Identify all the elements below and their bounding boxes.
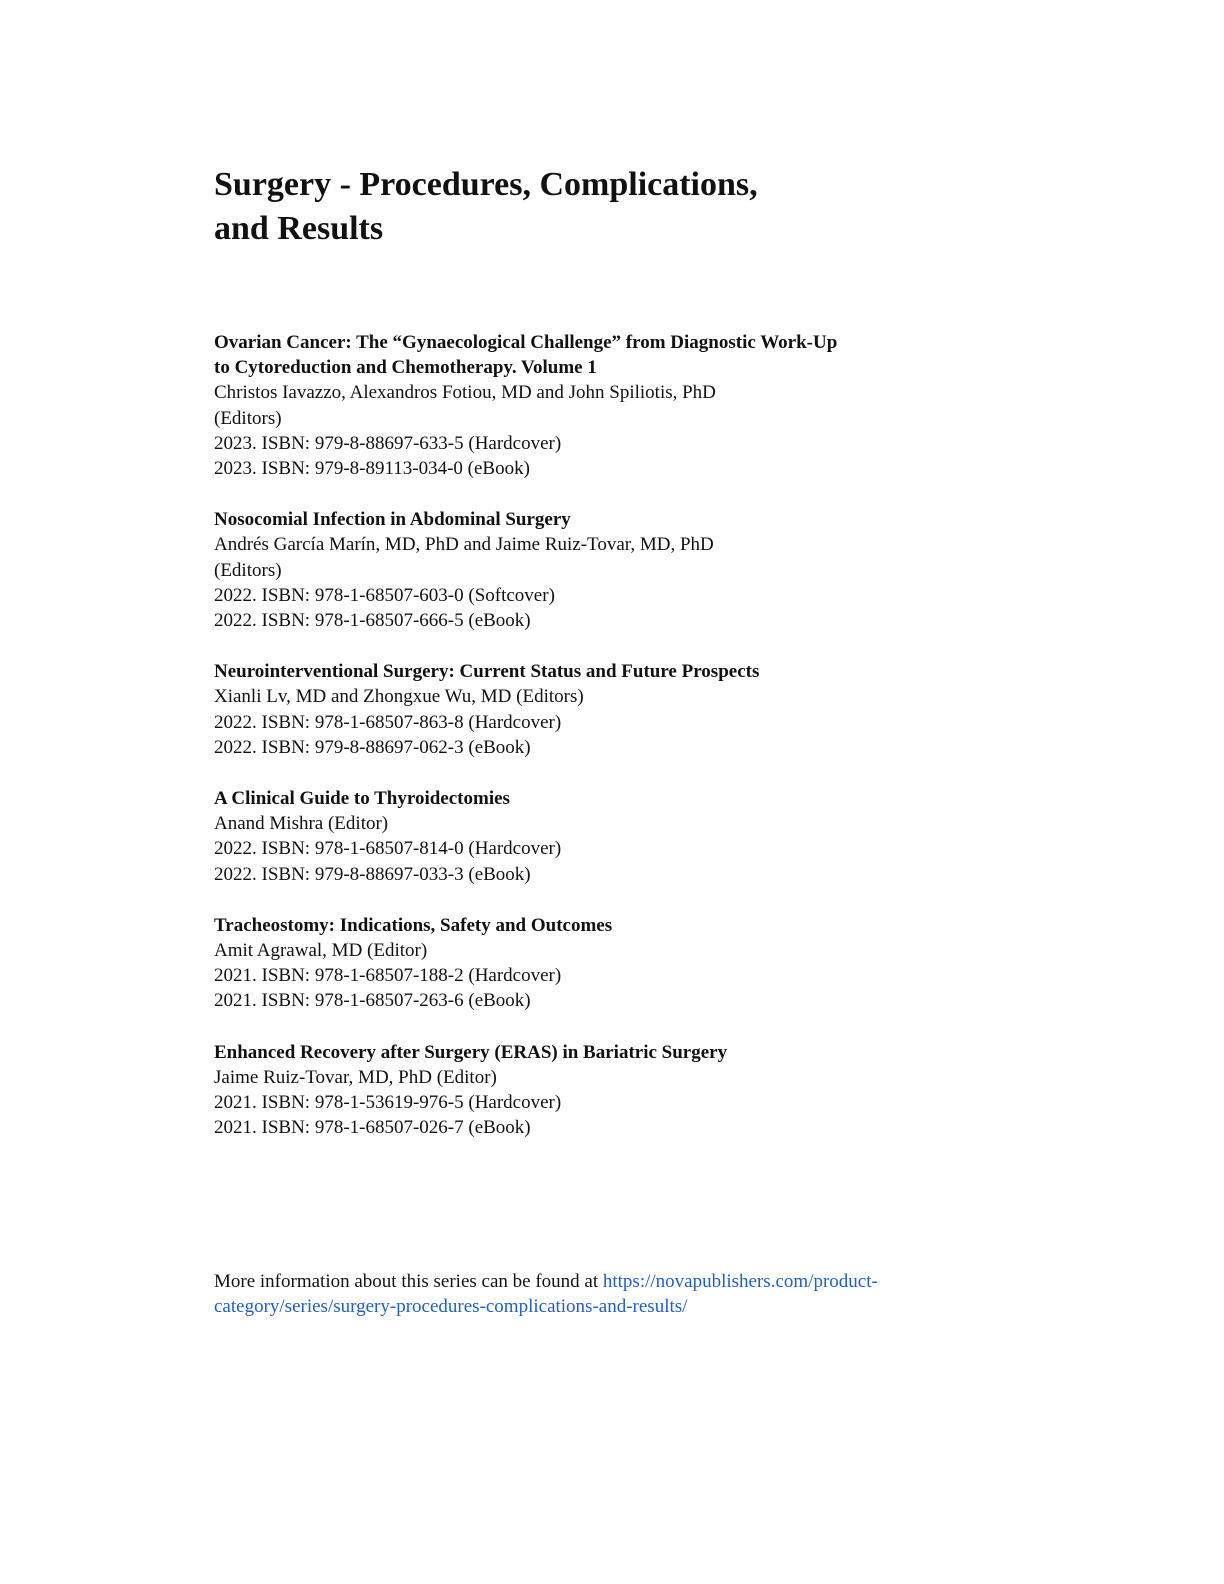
- book-editors: Amit Agrawal, MD (Editor): [214, 940, 428, 962]
- book-entry: [214, 1040, 914, 1141]
- book-editors: (Editors): [214, 559, 282, 581]
- book-title: Ovarian Cancer: The “Gynaecological Challenge” from Diagnostic Work-Up: [214, 332, 838, 353]
- book-isbn: 2021. ISBN: 978-1-68507-263-6 (eBook): [214, 990, 531, 1012]
- book-isbn: 2022. ISBN: 978-1-68507-603-0 (Softcover): [214, 584, 555, 606]
- book-isbn: 2022. ISBN: 978-1-68507-863-8 (Hardcover): [214, 711, 562, 733]
- book-isbn: 2023. ISBN: 979-8-88697-633-5 (Hardcover): [214, 432, 562, 454]
- book-title: Enhanced Recovery after Surgery (ERAS) in Bariatric Surgery: [214, 1041, 728, 1063]
- book-title: to Cytoreduction and Chemotherapy. Volume 1: [214, 357, 597, 379]
- footer-text: More information about this series can be found at: [214, 1271, 603, 1292]
- series-info-footer: [214, 1269, 934, 1319]
- book-isbn: 2021. ISBN: 978-1-68507-026-7 (eBook): [214, 1117, 531, 1139]
- book-isbn: 2023. ISBN: 979-8-89113-034-0 (eBook): [214, 458, 530, 480]
- book-title: A Clinical Guide to Thyroidectomies: [214, 788, 510, 810]
- book-isbn: 2021. ISBN: 978-1-68507-188-2 (Hardcover): [214, 965, 562, 987]
- book-isbn: 2022. ISBN: 979-8-88697-033-3 (eBook): [214, 863, 531, 885]
- book-editors: Xianli Lv, MD and Zhongxue Wu, MD (Editors): [214, 686, 584, 708]
- series-link-part-2[interactable]: category/series/surgery-procedures-complications-and-results/: [214, 1296, 688, 1318]
- series-title: [214, 163, 854, 251]
- book-entry: [214, 330, 914, 481]
- book-editors: Christos Iavazzo, Alexandros Fotiou, MD and John Spiliotis, PhD: [214, 382, 716, 404]
- book-entry: [214, 786, 914, 887]
- book-entry: [214, 507, 914, 633]
- book-isbn: 2021. ISBN: 978-1-53619-976-5 (Hardcover): [214, 1092, 562, 1114]
- book-isbn: 2022. ISBN: 979-8-88697-062-3 (eBook): [214, 736, 531, 758]
- book-entry: [214, 913, 914, 1014]
- series-title-line: Surgery - Procedures, Complications,: [214, 166, 758, 203]
- book-title: Neurointerventional Surgery: Current Status and Future Prospects: [214, 661, 760, 683]
- book-editors: Anand Mishra (Editor): [214, 813, 389, 835]
- book-editors: Jaime Ruiz-Tovar, MD, PhD (Editor): [214, 1066, 497, 1088]
- book-title: Nosocomial Infection in Abdominal Surgery: [214, 509, 571, 531]
- book-editors: (Editors): [214, 407, 282, 429]
- book-isbn: 2022. ISBN: 978-1-68507-666-5 (eBook): [214, 610, 531, 632]
- series-link-part-1[interactable]: https://novapublishers.com/product-: [602, 1271, 878, 1292]
- book-title: Tracheostomy: Indications, Safety and Outcomes: [214, 914, 613, 936]
- book-editors: Andrés García Marín, MD, PhD and Jaime Ruiz-Tovar, MD, PhD: [214, 534, 714, 556]
- series-title-line: and Results: [214, 210, 384, 247]
- book-list: [214, 330, 914, 1166]
- book-entry: [214, 659, 914, 760]
- book-isbn: 2022. ISBN: 978-1-68507-814-0 (Hardcover): [214, 838, 562, 860]
